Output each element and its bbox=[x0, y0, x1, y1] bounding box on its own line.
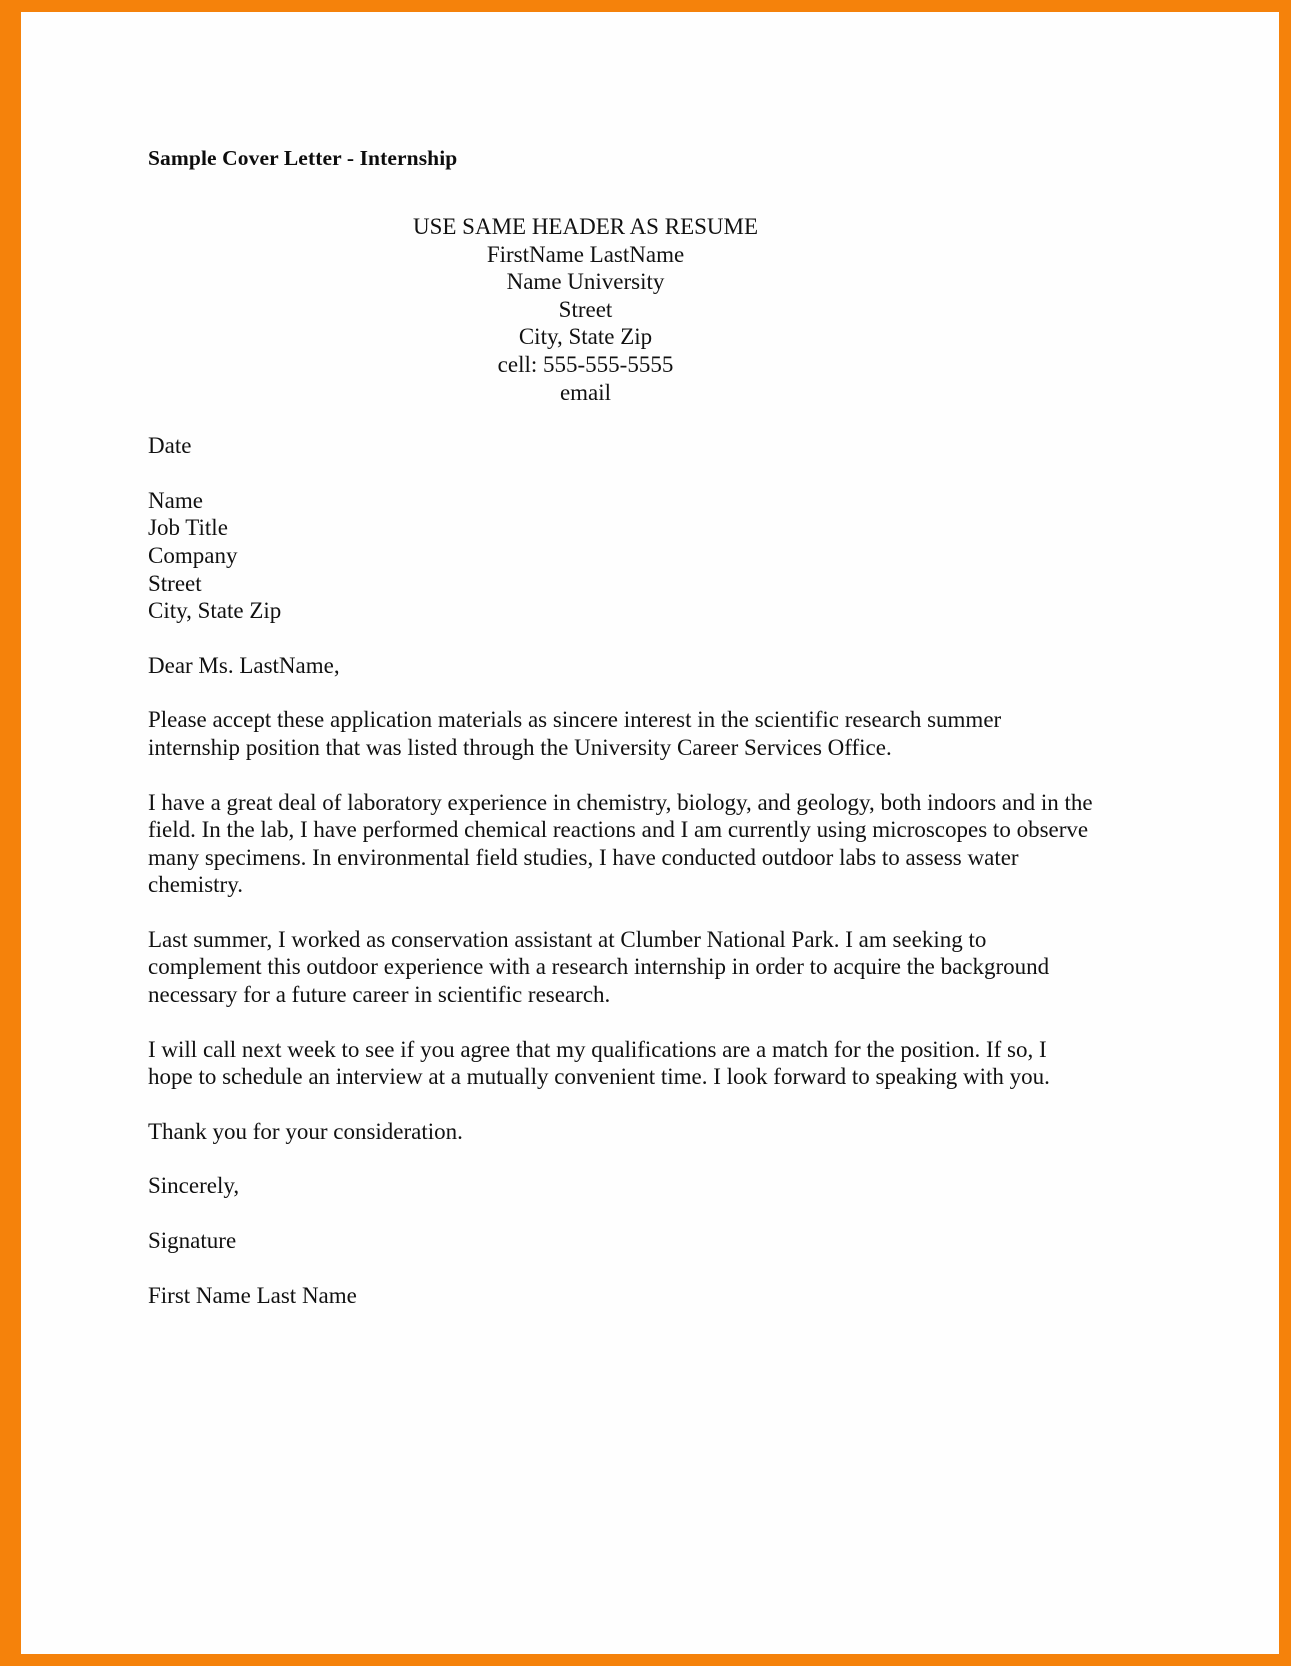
spacer bbox=[148, 899, 1093, 926]
spacer bbox=[148, 406, 1093, 432]
thank-you-line: Thank you for your consideration. bbox=[148, 1118, 463, 1144]
letterhead-line-cell: cell: 555-555-5555 bbox=[497, 351, 674, 377]
spacer bbox=[148, 1145, 1093, 1172]
body-paragraph-1: Please accept these application materials as sincere interest in the scientific research summer internship position that was listed through the University Career Services Office. bbox=[148, 707, 1002, 760]
recipient-street: Street bbox=[148, 570, 202, 596]
document-page bbox=[21, 12, 1279, 1654]
body-paragraph-4: I will call next week to see if you agree that my qualifications are a match for the position. If so, I hope to schedule an interview at a mutually convenient time. I look forward to speaking with you. bbox=[148, 1036, 1050, 1090]
spacer bbox=[148, 679, 1093, 706]
closing-salutation: Sincerely, bbox=[148, 1173, 240, 1199]
letterhead-block bbox=[148, 213, 1093, 406]
spacer bbox=[148, 1200, 1093, 1227]
body-paragraph-2: I have a great deal of laboratory experience in chemistry, biology, and geology, both indoors and in the field. In the lab, I have performed chemical reactions and I am currently using microscopes to observe many specimens. In environmental field studies, I have conducted outdoor labs to assess water chemistry. bbox=[148, 789, 1093, 898]
recipient-address-block bbox=[148, 487, 1093, 625]
spacer bbox=[148, 460, 1093, 487]
letterhead-line-city-state-zip: City, State Zip bbox=[518, 324, 653, 350]
recipient-name: Name bbox=[148, 487, 203, 513]
recipient-city-state-zip: City, State Zip bbox=[148, 598, 282, 624]
date-text: Date bbox=[148, 433, 192, 459]
letter-content bbox=[148, 145, 1093, 1309]
signer-name: First Name Last Name bbox=[148, 1282, 357, 1308]
date-line bbox=[148, 432, 1093, 460]
spacer bbox=[148, 1091, 1093, 1118]
spacer bbox=[148, 1009, 1093, 1036]
letterhead-line-header: USE SAME HEADER AS RESUME bbox=[412, 214, 759, 239]
letterhead-line-street: Street bbox=[558, 296, 613, 322]
spacer bbox=[148, 762, 1093, 789]
spacer bbox=[148, 625, 1093, 652]
recipient-job-title: Job Title bbox=[148, 515, 228, 541]
salutation: Dear Ms. LastName, bbox=[148, 652, 340, 678]
page-title: Sample Cover Letter - Internship bbox=[148, 146, 458, 170]
letterhead-line-name: FirstName LastName bbox=[486, 241, 685, 267]
letterhead-line-university: Name University bbox=[506, 269, 665, 295]
signature-placeholder: Signature bbox=[148, 1228, 237, 1254]
letterhead-line-email: email bbox=[559, 379, 612, 405]
body-paragraph-3: Last summer, I worked as conservation assistant at Clumber National Park. I am seeking to complement this outdoor experience with a research internship in order to acquire the background necessary for a future career in scientific research. bbox=[148, 926, 1050, 1008]
spacer bbox=[148, 1255, 1093, 1282]
recipient-company: Company bbox=[148, 542, 238, 568]
